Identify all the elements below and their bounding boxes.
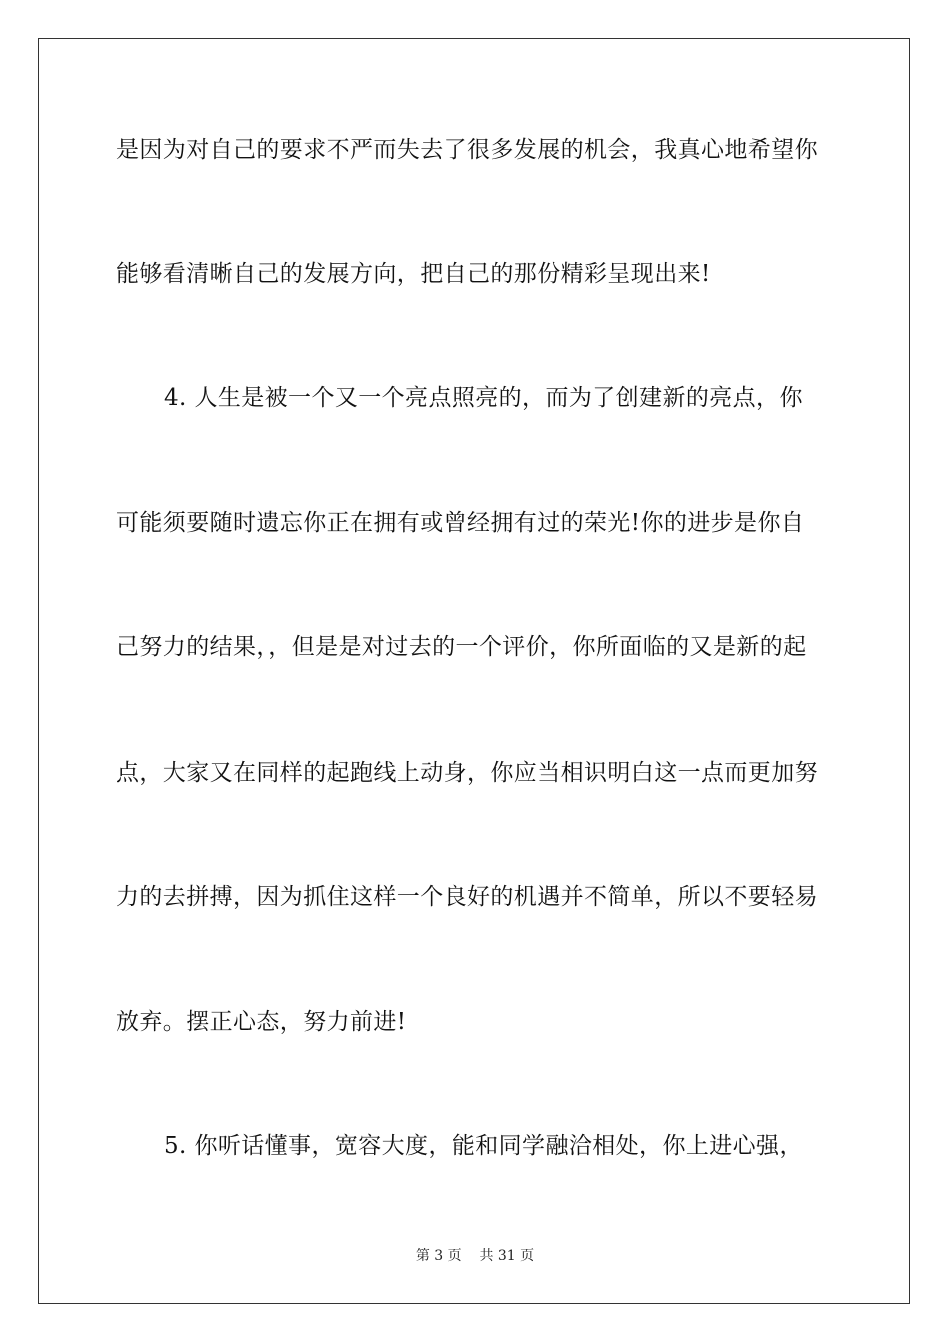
paragraph-4-line-3: 己努力的结果，，但是是对过去的一个评价，你所面临的又是新的起 [116,634,807,660]
page-number: 第 3 页 [415,1248,462,1264]
paragraph-4-line-2: 可能须要随时遗忘你正在拥有或曾经拥有过的荣光!你的进步是你自 [116,510,805,536]
paragraph-4-line-4: 点，大家又在同样的起跑线上动身，你应当相识明白这一点而更加努 [116,760,818,786]
paragraph-4-line-5: 力的去拼搏，因为抓住这样一个良好的机遇并不简单，所以不要轻易 [116,884,818,910]
paragraph-4-line-6: 放弃。摆正心态，努力前进! [116,1009,407,1035]
total-pages: 共 31 页 [479,1248,535,1264]
body-line-2: 能够看清晰自己的发展方向，把自己的那份精彩呈现出来! [116,261,711,287]
page-border [38,38,910,1304]
body-line-1: 是因为对自己的要求不严而失去了很多发展的机会，我真心地希望你 [116,137,818,163]
paragraph-4-line-1: 4. 人生是被一个又一个亮点照亮的，而为了创建新的亮点，你 [164,385,803,411]
paragraph-5-line-1: 5. 你听话懂事，宽容大度，能和同学融洽相处，你上进心强， [164,1133,803,1159]
page-footer [0,1245,950,1265]
